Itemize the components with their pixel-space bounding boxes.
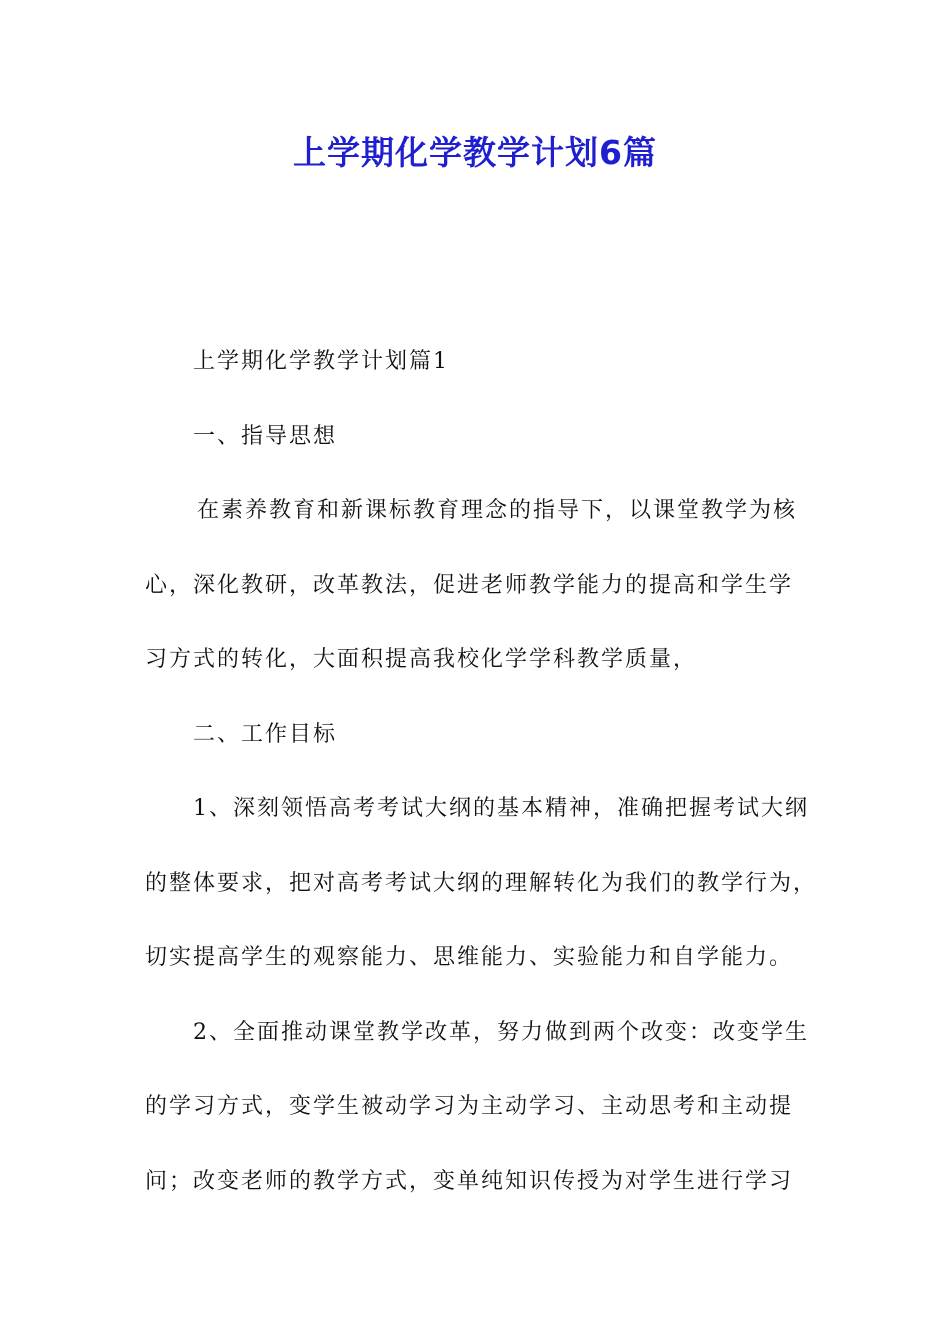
paragraph-line: 习方式的转化，大面积提高我校化学学科教学质量， <box>145 647 698 672</box>
paragraph-line: 的整体要求，把对高考考试大纲的理解转化为我们的教学行为， <box>145 870 818 896</box>
paragraph-line: 在素养教育和新课标教育理念的指导下，以课堂教学为核 <box>197 498 798 523</box>
section-heading: 上学期化学教学计划篇1 <box>193 349 449 374</box>
paragraph-line: 心，深化教研，改革教法，促进老师教学能力的提高和学生学 <box>145 572 794 598</box>
paragraph-line: 的学习方式，变学生被动学习为主动学习、主动思考和主动提 <box>145 1094 794 1119</box>
subheading-guiding-ideology: 一、指导思想 <box>193 423 338 449</box>
subheading-work-goals: 二、工作目标 <box>193 721 338 747</box>
paragraph-line: 2、全面推动课堂教学改革，努力做到两个改变：改变学生 <box>193 1019 809 1045</box>
paragraph-line: 问；改变老师的教学方式，变单纯知识传授为对学生进行学习 <box>145 1168 794 1194</box>
document-body <box>145 337 818 1231</box>
paragraph-line: 1、深刻领悟高考考试大纲的基本精神，准确把握考试大纲 <box>193 796 809 821</box>
paragraph-line: 切实提高学生的观察能力、思维能力、实验能力和自学能力。 <box>145 945 794 970</box>
document-title: 上学期化学教学计划6篇 <box>293 133 657 172</box>
